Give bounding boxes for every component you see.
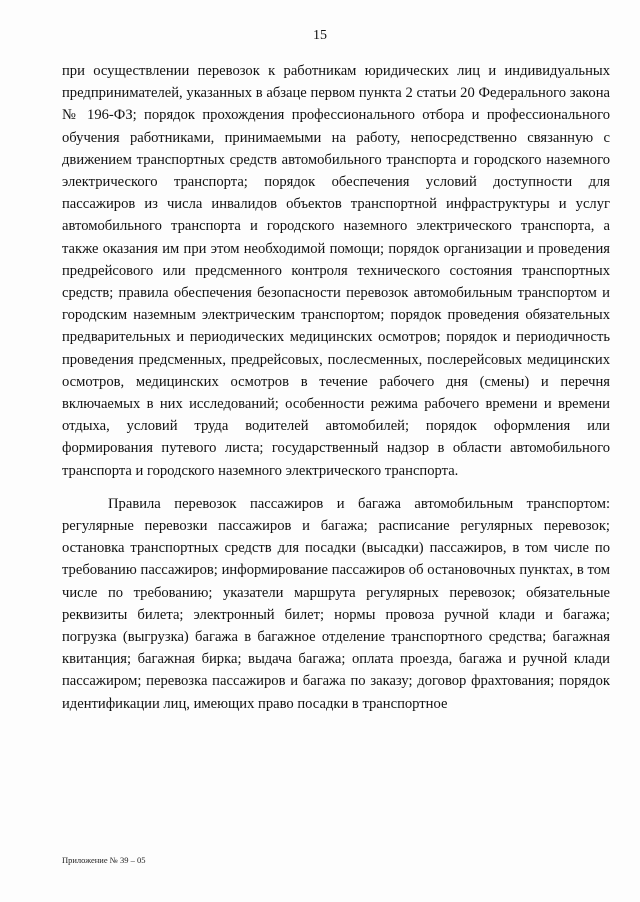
document-body <box>62 60 610 715</box>
paragraph-passenger-rules: Правила перевозок пассажиров и багажа автомобильным транспортом: регулярные перевозки пассажиров и багажа; расписание регулярных перевозок; остановка транспортных средств для посадки (высадки) пассажиров, в том числе по требованию пассажиров; информирование пассажиров об остановочных пунктах, в том числе по требованию; указатели маршрута регулярных перевозок; обязательные реквизиты билета; электронный билет; нормы провоза ручной клади и багажа; погрузка (выгрузка) багажа в багажное отделение транспортного средства; багажная квитанция; багажная бирка; выдача багажа; оплата проезда, багажа и ручной клади пассажиром; перевозка пассажиров и багажа по заказу; договор фрахтования; порядок идентификации лиц, имеющих право посадки в транспортное <box>62 495 610 712</box>
page-number: 15 <box>313 28 327 43</box>
footer-appendix-label: Приложение № 39 – 05 <box>62 855 146 865</box>
paragraph-continued: при осуществлении перевозок к работникам юридических лиц и индивидуальных предпринимателей, указанных в абзаце первом пункта 2 статьи 20 Федерального закона № 196-ФЗ; порядок прохождения профессионального отбора и профессионального обучения работниками, принимаемыми на работу, непосредственно связанную с движением транспортных средств автомобильного транспорта и городского наземного электрического транспорта; порядок обеспечения условий доступности для пассажиров из числа инвалидов объектов транспортной инфраструктуры и услуг автомобильного транспорта и городского наземного электрического транспорта, а также оказания им при этом необходимой помощи; порядок организации и проведения предрейсового или предсменного контроля технического состояния транспортных средств; правила обеспечения безопасности перевозок автомобильным транспортом и городским наземным электрическим транспортом; порядок проведения обязательных предварительных и периодических медицинских осмотров; порядок и периодичность проведения предсменных, предрейсовых, послесменных, послерейсовых медицинских осмотров, медицинских осмотров в течение рабочего дня (смены) и перечня включаемых в них исследований; особенности режима рабочего времени и времени отдыха, условий труда водителей автомобилей; порядок оформления или формирования путевого листа; государственный надзор в области автомобильного транспорта и городского наземного электрического транспорта. <box>62 63 610 479</box>
